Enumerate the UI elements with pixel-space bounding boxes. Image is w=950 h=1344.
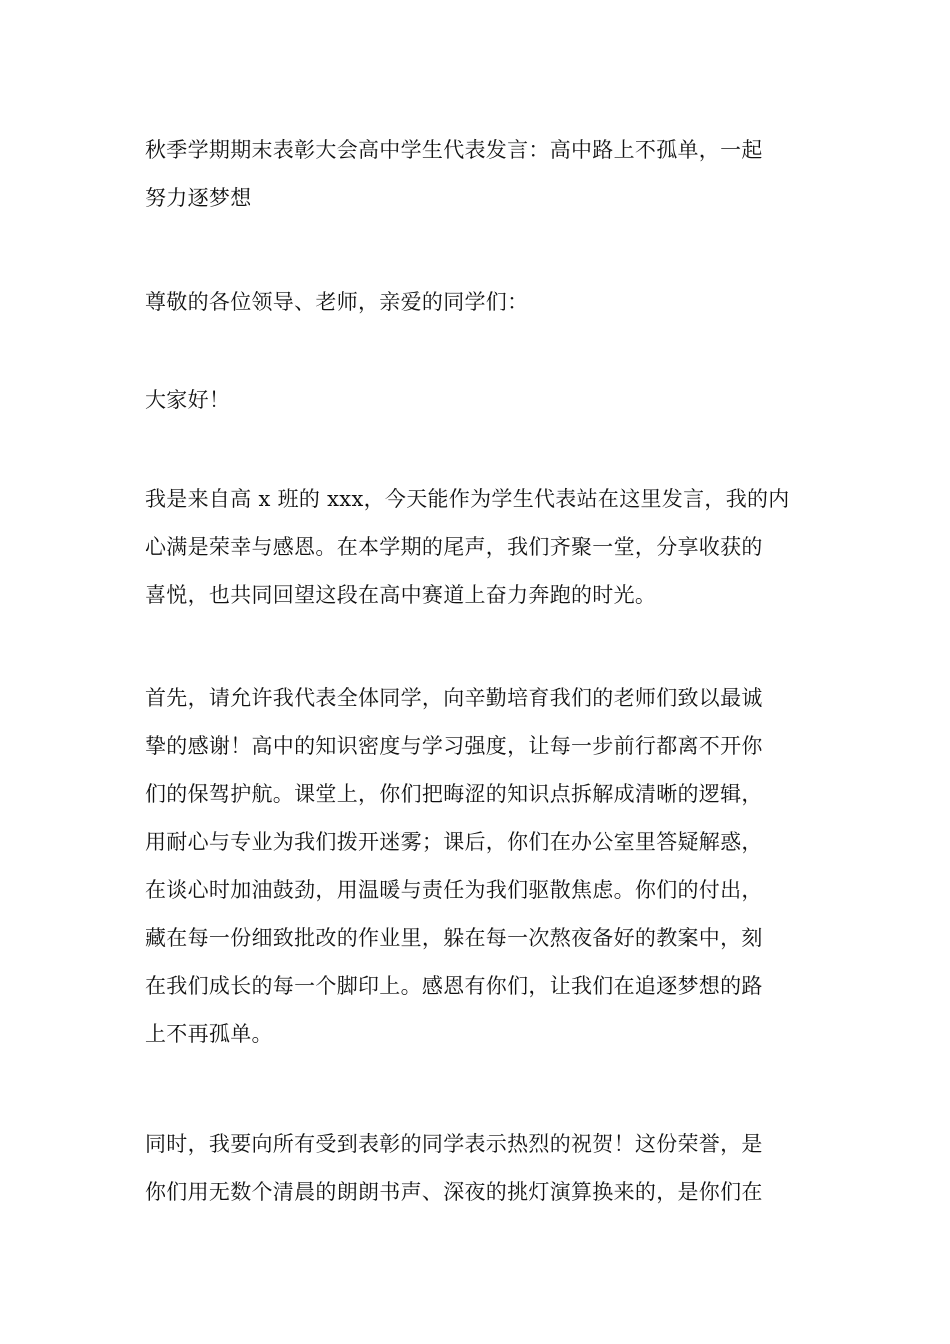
title-line-1: 秋季学期期末表彰大会高中学生代表发言：高中路上不孤单，一起 bbox=[145, 138, 763, 162]
greeting-line: 大家好！ bbox=[145, 388, 231, 412]
paragraph-line: 们的保驾护航。课堂上，你们把晦涩的知识点拆解成清晰的逻辑， bbox=[145, 782, 763, 806]
paragraph-line: 在谈心时加油鼓劲，用温暖与责任为我们驱散焦虑。你们的付出， bbox=[145, 878, 763, 902]
paragraph-line: 同时，我要向所有受到表彰的同学表示热烈的祝贺！这份荣誉，是 bbox=[145, 1132, 763, 1156]
salutation-line: 尊敬的各位领导、老师，亲爱的同学们： bbox=[145, 290, 529, 314]
document-title bbox=[145, 126, 810, 222]
paragraph-line: 挚的感谢！高中的知识密度与学习强度，让每一步前行都离不开你 bbox=[145, 734, 763, 758]
paragraph-line: 心满是荣幸与感恩。在本学期的尾声，我们齐聚一堂，分享收获的 bbox=[145, 535, 763, 559]
paragraph-line: 上不再孤单。 bbox=[145, 1022, 273, 1046]
paragraph-introduction bbox=[145, 475, 810, 619]
title-line-2: 努力逐梦想 bbox=[145, 186, 252, 210]
paragraph-line: 用耐心与专业为我们拨开迷雾；课后，你们在办公室里答疑解惑， bbox=[145, 830, 763, 854]
paragraph-line: 藏在每一份细致批改的作业里，躲在每一次熬夜备好的教案中，刻 bbox=[145, 926, 763, 950]
paragraph-line: 你们用无数个清晨的朗朗书声、深夜的挑灯演算换来的，是你们在 bbox=[145, 1180, 763, 1204]
paragraph-line: 喜悦，也共同回望这段在高中赛道上奋力奔跑的时光。 bbox=[145, 583, 657, 607]
paragraph-thanks-teachers bbox=[145, 674, 810, 1058]
paragraph-line: 首先，请允许我代表全体同学，向辛勤培育我们的老师们致以最诚 bbox=[145, 686, 763, 710]
paragraph-line: 在我们成长的每一个脚印上。感恩有你们，让我们在追逐梦想的路 bbox=[145, 974, 763, 998]
paragraph-congratulations bbox=[145, 1120, 810, 1216]
salutation bbox=[145, 278, 810, 326]
greeting bbox=[145, 376, 810, 424]
paragraph-line: 我是来自高 x 班的 xxx，今天能作为学生代表站在这里发言，我的内 bbox=[145, 487, 790, 511]
